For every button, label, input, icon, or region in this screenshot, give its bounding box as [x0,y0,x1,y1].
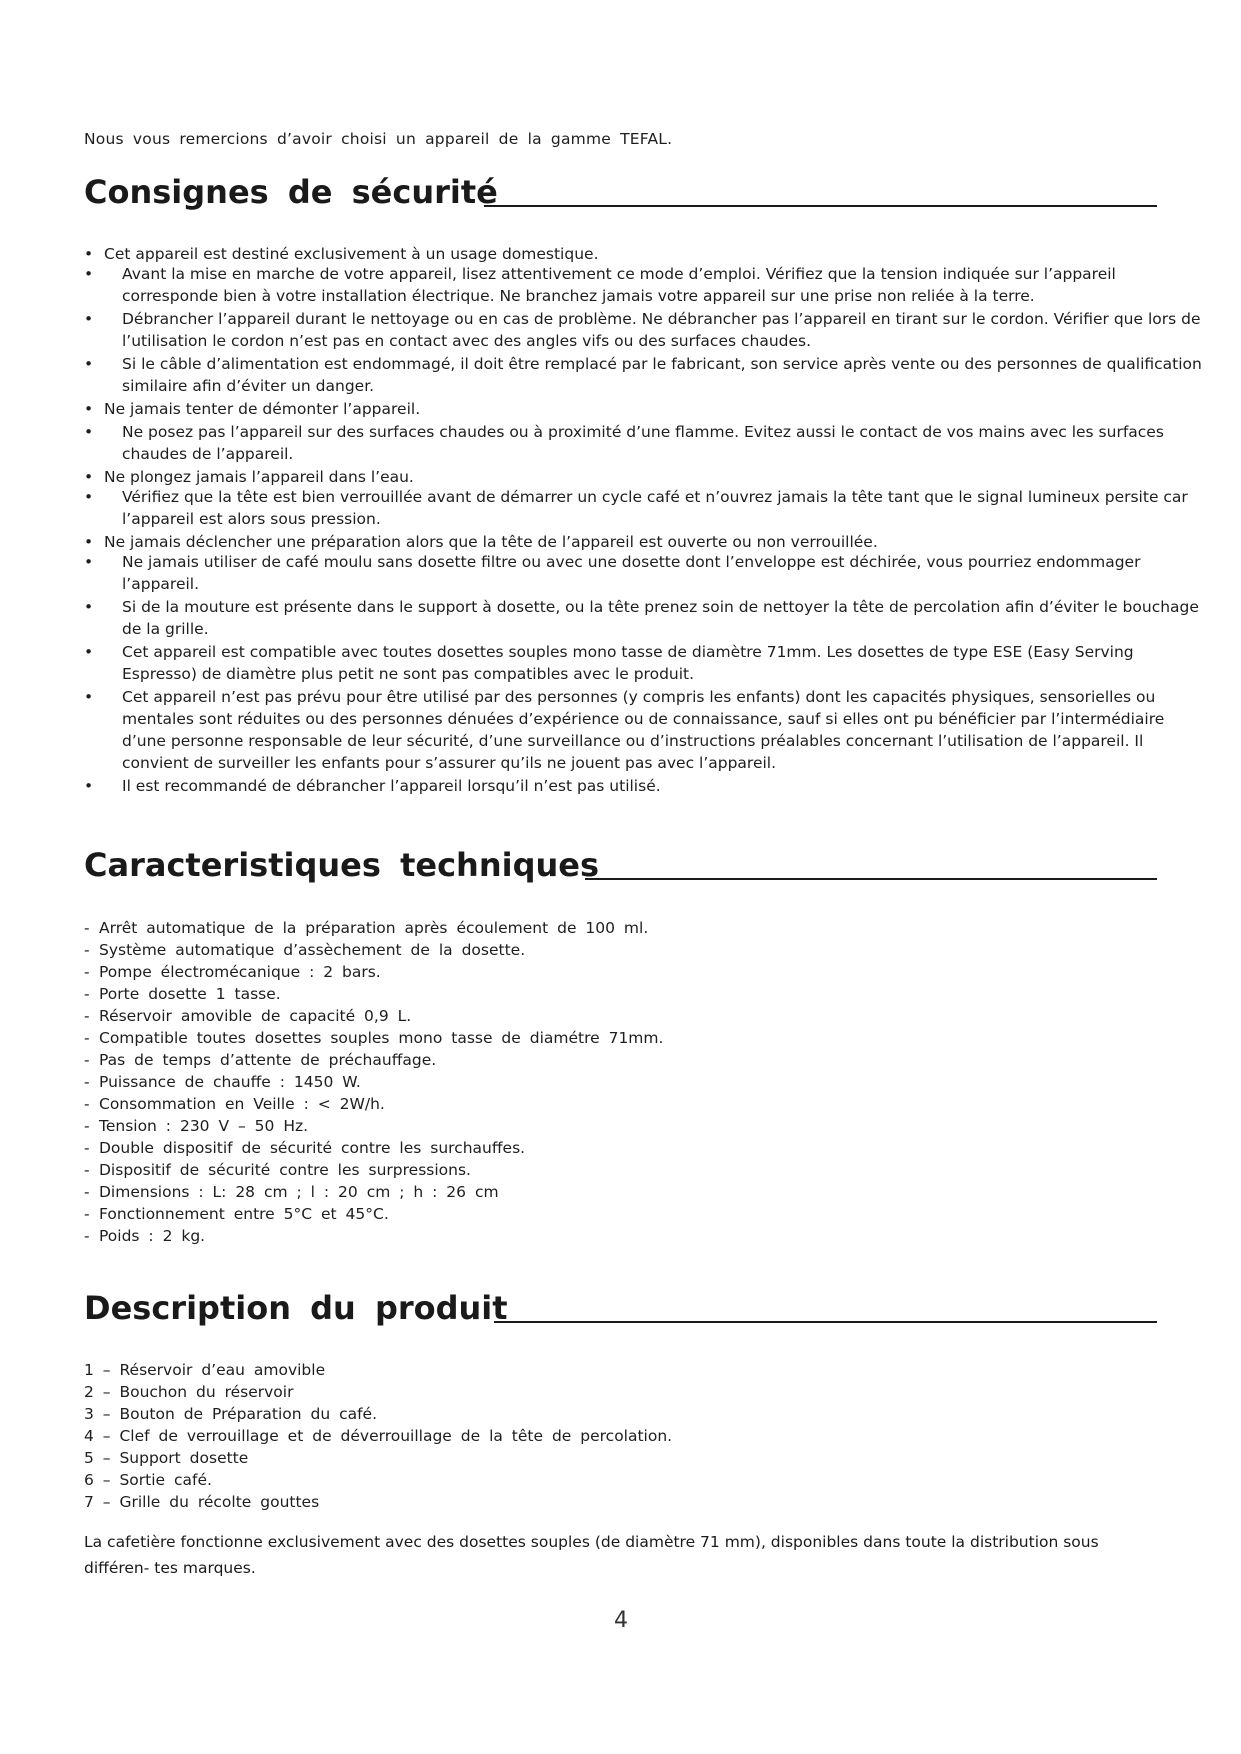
spec-item: - Système automatique d’assèchement de la dosette. [84,939,663,961]
spec-item: - Puissance de chauffe : 1450 W. [84,1071,663,1093]
safety-heading [84,174,1157,210]
specs-heading-rule [585,878,1157,880]
part-item: 2 – Bouchon du réservoir [84,1383,294,1401]
safety-item: • Ne jamais tenter de démonter l’appareil. [84,398,1204,420]
safety-item: • Ne jamais utiliser de café moulu sans dosette filtre ou avec une dosette dont l’enveloppe est déchirée, vous pourriez endommager l’appareil. [84,551,1204,595]
spec-item: - Fonctionnement entre 5°C et 45°C. [84,1203,663,1225]
spec-item: - Dimensions : L: 28 cm ; l : 20 cm ; h : 26 cm [84,1181,663,1203]
safety-item: • Ne posez pas l’appareil sur des surfaces chaudes ou à proximité d’une flamme. Evitez aussi le contact de vos mains avec les surfaces chaudes de l’appareil. [84,421,1204,465]
safety-item: • Si le câble d’alimentation est endommagé, il doit être remplacé par le fabricant, son service après vente ou des personnes de qualification similaire afin d’éviter un danger. [84,353,1204,397]
safety-item: • Débrancher l’appareil durant le nettoyage ou en cas de problème. Ne débrancher pas l’appareil en tirant sur le cordon. Vérifier que lors de l’utilisation le cordon n’est pas en contact avec des angles vifs ou des surfaces chaudes. [84,308,1204,352]
part-item: 4 – Clef de verrouillage et de déverrouillage de la tête de percolation. [84,1427,673,1445]
spec-item: - Poids : 2 kg. [84,1225,663,1247]
page-number: 4 [614,1608,628,1633]
description-heading-rule [494,1321,1157,1323]
safety-item: • Ne plongez jamais l’appareil dans l’eau. [84,466,1204,488]
part-item: 6 – Sortie café. [84,1471,212,1489]
spec-item: - Tension : 230 V – 50 Hz. [84,1115,663,1137]
safety-item: • Avant la mise en marche de votre appareil, lisez attentivement ce mode d’emploi. Vérifiez que la tension indiquée sur l’appareil corresponde bien à votre installation électrique. Ne branchez jamais votre appareil sur une prise non reliée à la terre. [84,263,1204,307]
safety-item: • Il est recommandé de débrancher l’appareil lorsqu’il n’est pas utilisé. [84,775,1204,797]
spec-item: - Arrêt automatique de la préparation après écoulement de 100 ml. [84,917,663,939]
safety-title: Consignes de sécurité [84,173,498,211]
safety-item: • Ne jamais déclencher une préparation alors que la tête de l’appareil est ouverte ou non verrouillée. [84,531,1204,553]
part-item: 1 – Réservoir d’eau amovible [84,1361,326,1379]
intro-text: Nous vous remercions d’avoir choisi un appareil de la gamme TEFAL. [84,129,673,148]
safety-list [84,243,1204,797]
description-heading [84,1290,1157,1326]
safety-heading-rule [484,205,1157,207]
parts-list [84,1359,672,1513]
specs-title: Caracteristiques techniques [84,846,599,884]
safety-item: • Cet appareil est compatible avec toutes dosettes souples mono tasse de diamètre 71mm. Les dosettes de type ESE (Easy Serving Espresso) de diamètre plus petit ne sont pas compatibles avec le produit. [84,641,1204,685]
safety-item: • Si de la mouture est présente dans le support à dosette, ou la tête prenez soin de nettoyer la tête de percolation afin d’éviter le bouchage de la grille. [84,596,1204,640]
part-item: 7 – Grille du récolte gouttes [84,1493,320,1511]
description-title: Description du produit [84,1289,508,1327]
spec-item: - Porte dosette 1 tasse. [84,983,663,1005]
part-item: 5 – Support dosette [84,1449,249,1467]
spec-item: - Réservoir amovible de capacité 0,9 L. [84,1005,663,1027]
part-item: 3 – Bouton de Préparation du café. [84,1405,378,1423]
specs-list [84,917,663,1247]
safety-item: • Vérifiez que la tête est bien verrouillée avant de démarrer un cycle café et n’ouvrez jamais la tête tant que le signal lumineux persite car l’appareil est alors sous pression. [84,486,1204,530]
safety-item: • Cet appareil est destiné exclusivement à un usage domestique. [84,243,1204,265]
spec-item: - Dispositif de sécurité contre les surpressions. [84,1159,663,1181]
safety-item: • Cet appareil n’est pas prévu pour être utilisé par des personnes (y compris les enfants) dont les capacités physiques, sensorielles ou mentales sont réduites ou des personnes dénuées d’expérience ou de connaissance, sauf si elles ont pu bénéficier par l’intermédiaire d’une personne responsable de leur sécurité, d’une surveillance ou d’instructions préalables concernant l’utilisation de l’appareil. Il convient de surveiller les enfants pour s’assurer qu’ils ne jouent pas avec l’appareil. [84,686,1204,774]
spec-item: - Double dispositif de sécurité contre les surchauffes. [84,1137,663,1159]
pod-compatibility-note: La cafetière fonctionne exclusivement avec des dosettes souples (de diamètre 71 mm), disponibles dans toute la distribution sous différen- tes marques. [84,1532,1099,1577]
spec-item: - Consommation en Veille : < 2W/h. [84,1093,663,1115]
spec-item: - Pompe électromécanique : 2 bars. [84,961,663,983]
spec-item: - Pas de temps d’attente de préchauffage. [84,1049,663,1071]
spec-item: - Compatible toutes dosettes souples mono tasse de diamétre 71mm. [84,1027,663,1049]
specs-heading [84,847,1157,883]
